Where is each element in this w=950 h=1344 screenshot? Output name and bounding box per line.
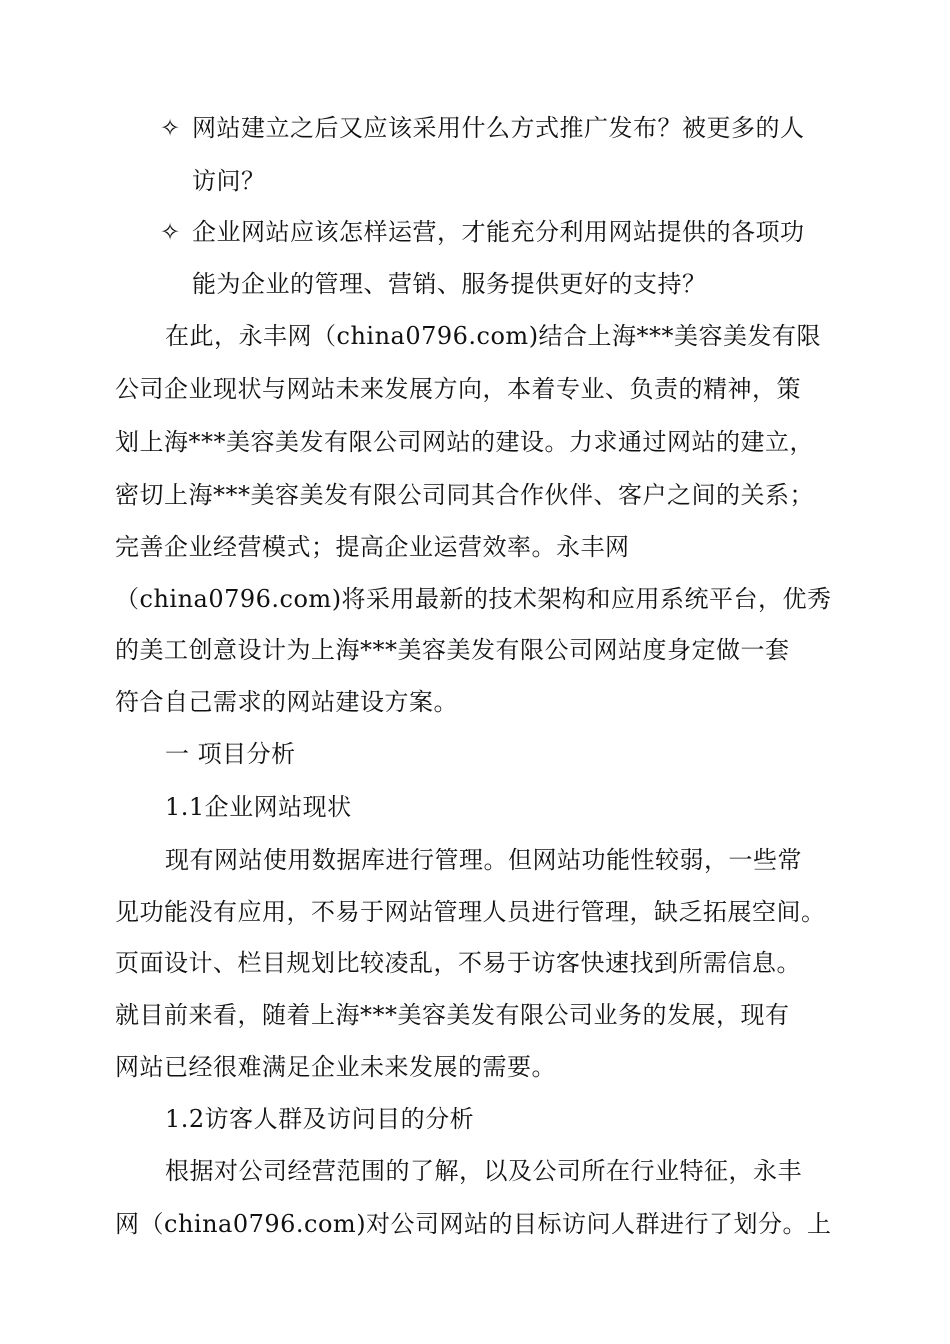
current-status-line-2: 见功能没有应用，不易于网站管理人员进行管理，缺乏拓展空间。 [115,898,826,926]
current-status-line-4: 就目前来看，随着上海***美容美发有限公司业务的发展，现有 [115,1001,790,1029]
bullet-1-line-1: 网站建立之后又应该采用什么方式推广发布？被更多的人 [192,114,805,142]
intro-line-2: 公司企业现状与网站未来发展方向，本着专业、负责的精神，策 [115,375,801,403]
section-heading: 一 项目分析 [165,740,296,768]
bullet-1-line-2: 访问？ [192,167,266,195]
bullet-2-line-2: 能为企业的管理、营销、服务提供更好的支持？ [192,270,707,298]
current-status-line-5: 网站已经很难满足企业未来发展的需要。 [115,1053,556,1081]
bullet-2-line-1: 企业网站应该怎样运营，才能充分利用网站提供的各项功 [192,218,805,246]
sparkle-bullet-icon: ✧ [160,218,181,246]
current-status-line-3: 页面设计、栏目规划比较凌乱，不易于访客快速找到所需信息。 [115,949,801,977]
subsection-1-1-heading: 1.1企业网站现状 [165,793,352,821]
intro-line-4: 密切上海***美容美发有限公司同其合作伙伴、客户之间的关系； [115,481,814,509]
intro-line-8: 符合自己需求的网站建设方案。 [115,688,458,716]
intro-line-6: （china0796.com)将采用最新的技术架构和应用系统平台，优秀 [115,585,832,613]
intro-line-3: 划上海***美容美发有限公司网站的建设。力求通过网站的建立， [115,428,814,456]
intro-line-1: 在此，永丰网（china0796.com)结合上海***美容美发有限 [165,322,822,350]
visitor-analysis-line-2: 网（china0796.com)对公司网站的目标访问人群进行了划分。上 [115,1210,832,1238]
sparkle-bullet-icon: ✧ [160,114,181,142]
subsection-1-2-heading: 1.2访客人群及访问目的分析 [165,1105,475,1133]
intro-line-5: 完善企业经营模式；提高企业运营效率。永丰网 [115,533,630,561]
visitor-analysis-line-1: 根据对公司经营范围的了解，以及公司所在行业特征，永丰 [165,1157,802,1185]
current-status-line-1: 现有网站使用数据库进行管理。但网站功能性较弱，一些常 [165,846,802,874]
intro-line-7: 的美工创意设计为上海***美容美发有限公司网站度身定做一套 [115,636,790,664]
